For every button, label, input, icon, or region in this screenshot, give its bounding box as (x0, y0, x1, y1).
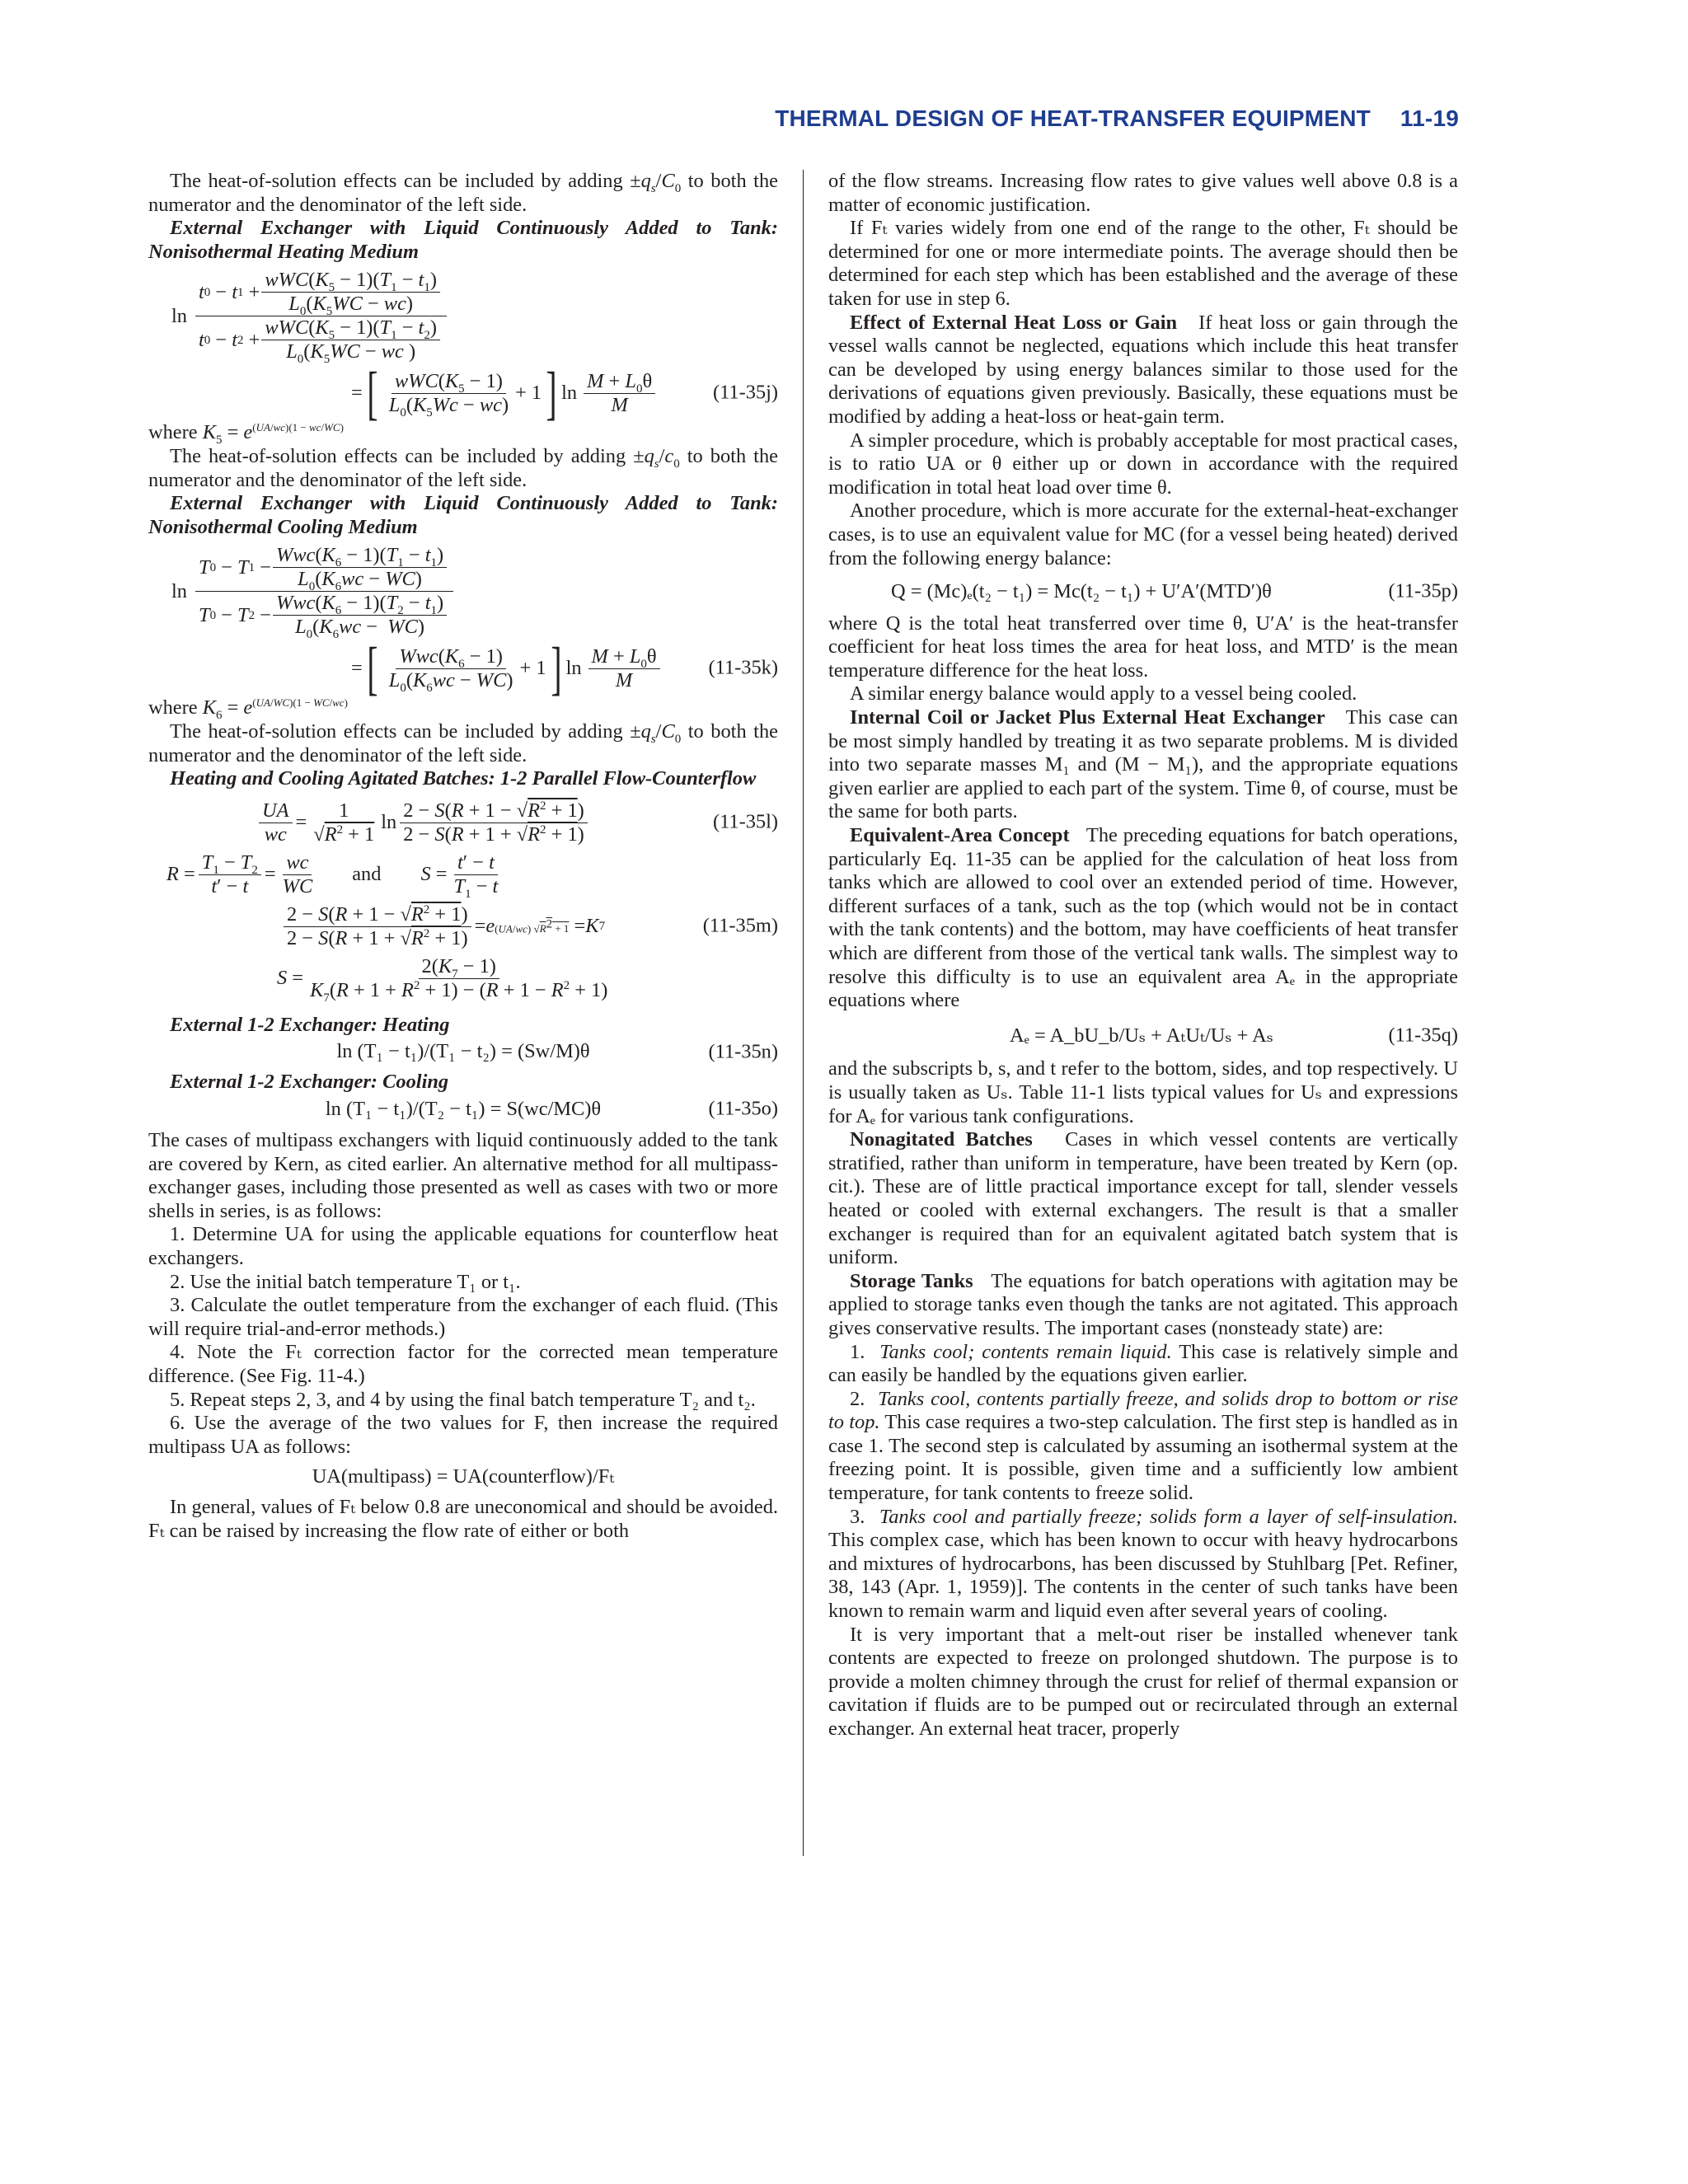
step-1: 1. Determine UA for using the applicable equations for counterflow heat exchangers. (148, 1223, 778, 1270)
equation-number: (11-35o) (708, 1097, 778, 1120)
equation-text: Aₑ = A_bU_b/Uₛ + AₜUₜ/Uₛ + Aₛ (1010, 1024, 1273, 1047)
paragraph-heat-of-solution-1: The heat-of-solution effects can be included by adding $\pm q_s/C_0$ to both the numerator and the denominator of the left side. (148, 170, 778, 216)
step-4: 4. Note the Fₜ correction factor for the corrected mean temperature difference. (See Fig. 11-4.) (148, 1341, 778, 1388)
paragraph-equivalent: Equivalent-Area Concept The preceding equations for batch operations, particularly Eq. 11-35 can be applied for the calculation of heat loss from tanks which are allowed to cool over an extended period of time. However, different surfaces of a tank, such as the top (which would not be in contact with the tank contents) and the bottom, may have coefficients of heat transfer which are different from those of the vertical tank walls. The simplest way to resolve this difficulty is to use an equivalent area Aₑ in the appropriate equations where (828, 824, 1458, 1012)
where-k6: where $K_6 = e^{(UA/WC)(1 - WC/wc)}$ (148, 696, 348, 723)
paragraph-another: Another procedure, which is more accurate for the external-heat-exchanger cases, is to use an equivalent value for MC (for a vessel being heated) derived from the following energy balance: (828, 499, 1458, 569)
equation-text: ln (T₁ − t₁)/(T₂ − t₁) = S(wc/MC)θ (325, 1097, 602, 1120)
step-2: 2. Use the initial batch temperature T₁ or t₁. (170, 1270, 521, 1293)
step-5: 5. Repeat steps 2, 3, and 4 by using the final batch temperature T₂ and t₂. (170, 1388, 756, 1411)
case-3: 3. Tanks cool and partially freeze; solids form a layer of self-insulation. This complex case, which has been known to occur with heavy hydrocarbons and mixtures of hydrocarbons, has been discussed by Stuhlbarg [Pet. Refiner, 38, 143 (Apr. 1, 1959)]. The contents in the center of such tanks have been known to remain warm and liquid even after several years of cooling. (828, 1505, 1458, 1623)
where-k5: where $K_5 = e^{(UA/wc)(1 - wc/WC)}$ (148, 421, 344, 448)
equation-number: (11-35m) (702, 914, 778, 937)
equation-text: ln (T₁ − t₁)/(T₁ − t₂) = (Sw/M)θ (336, 1040, 590, 1063)
equation-11-35m: $\frac{2 - S(R + 1 - √R^2 + 1)}{2 - S(R + 1 + √R^2 + 1)}$ = e (UA/wc) $√R^2 + 1$ = K 7 (11-35m) (280, 903, 778, 950)
run-in-heading: Internal Coil or Jacket Plus External Heat Exchanger (850, 706, 1325, 729)
equation-number: (11-35q) (1388, 1024, 1458, 1047)
heading-ext12-heating: External 1-2 Exchanger: Heating (170, 1013, 450, 1036)
equation-11-35p (891, 580, 1458, 604)
case-1: 1. Tanks cool; contents remain liquid. This case is relatively simple and can easily be handled by the equations given earlier. (828, 1340, 1458, 1387)
paragraph-simpler: A simpler procedure, which is probably acceptable for most practical cases, is to ratio UA or θ either up or down in accordance with the required modification in total heat load over time θ. (828, 429, 1458, 499)
heading-external-cooling: External Exchanger with Liquid Continuously Added to Tank: Nonisothermal Cooling Medium (148, 492, 778, 538)
right-column (828, 170, 1458, 1741)
equation-number: (11-35p) (1388, 580, 1458, 603)
equation-number: (11-35l) (712, 810, 778, 833)
paragraph-flow: of the flow streams. Increasing flow rates to give values well above 0.8 is a matter of economic justification. (828, 170, 1458, 216)
heading-external-heating: External Exchanger with Liquid Continuously Added to Tank: Nonisothermal Heating Medium (148, 217, 778, 263)
heading-ext12-cooling: External 1-2 Exchanger: Cooling (170, 1070, 449, 1093)
step-6: 6. Use the average of the two values for F, then increase the required multipass UA as follows: (148, 1412, 778, 1458)
run-in-heading: Equivalent-Area Concept (850, 824, 1070, 847)
equation-text: UA(multipass) = UA(counterflow)/Fₜ (312, 1465, 615, 1488)
equation-multipass (148, 1465, 778, 1489)
equation-number: (11-35k) (708, 657, 778, 680)
run-in-heading: Effect of External Heat Loss or Gain (850, 311, 1178, 334)
left-column (148, 170, 778, 1543)
equation-11-35l: $\frac{UA}{wc}$ = $\frac{1}{√R^2 + 1}$ ln $\frac{2 - S(R + 1 - √R^2 + 1)}{2 - S(R + 1 + √R^2 + 1)}$ (11-35l) (256, 799, 778, 846)
equation-11-35j: ln t 0 − t 1 + $\frac{wWC(K_5 - 1)(T_1 - t_1)}{L_0(K_5WC - wc)}$ t 0 − t 2 + $\frac{wWC(K_5 - 1)(T_1 - t_2)}{L_0(K_5WC - wc )}$ = [ $\frac{wWC(K_5 - 1)}{L_0(K_5Wc - wc)}$ + 1 ] ln $\frac{M + L_0\theta}{M}$ (11-35j) (171, 269, 778, 427)
paragraph-multipass: The cases of multipass exchangers with liquid continuously added to the tank are covered by Kern, as cited earlier. An alternative method for all multipass-exchanger gases, including those presented as well as cases with two or more shells in series, is as follows: (148, 1129, 778, 1222)
step-3: 3. Calculate the outlet temperature from the exchanger of each fluid. (This will require trial-and-error methods.) (148, 1294, 778, 1340)
equation-r-s-definition: R = $\frac{T_1 - T_2}{t' - t}$ = $\frac{wc}{WC}$ and S = $\frac{t' - t}{T_1 - t}$ (166, 851, 499, 901)
page-number: 11-19 (1400, 105, 1459, 131)
header-title: THERMAL DESIGN OF HEAT-TRANSFER EQUIPMENT (775, 105, 1371, 131)
equation-number: (11-35n) (708, 1040, 778, 1063)
equation-11-35n (148, 1040, 778, 1064)
paragraph-storage: Storage Tanks The equations for batch operations with agitation may be applied to storage tanks even though the tanks are not agitated. This approach gives conservative results. The important cases (nonsteady state) are: (828, 1269, 1458, 1339)
paragraph-nonagitated: Nonagitated Batches Cases in which vessel contents are vertically stratified, rather than uniform in temperature, have been treated by Kern (op. cit.). These are of little practical importance except for tall, slender vessels heated or cooled with external exchangers. The result is that a smaller exchanger is required than for an equivalent agitated batch system that is uniform. (828, 1128, 1459, 1269)
paragraph-similar: A similar energy balance would apply to a vessel being cooled. (850, 682, 1357, 705)
paragraph-riser: It is very important that a melt-out riser be installed whenever tank contents are expected to freeze on prolonged shutdown. The purpose is to provide a molten chimney through the crust for relief of thermal expansion or cavitation if fluids are to be pumped out or recirculated through an external exchanger. An external heat tracer, properly (828, 1623, 1458, 1740)
paragraph-heat-of-solution-3: The heat-of-solution effects can be included by adding $\pm q_s/C_0$ to both the numerator and the denominator of the left side. (148, 719, 778, 766)
equation-11-35o (148, 1098, 778, 1122)
equation-s-k7: S = $\frac{2(K_7 - 1)}{K_7(R + 1 + R^2 + 1) - (R + 1 - R^2 + 1)}$ (277, 954, 608, 1005)
equation-11-35q (1010, 1024, 1458, 1048)
equation-number: (11-35j) (712, 382, 778, 405)
running-header (0, 105, 1459, 138)
paragraph-effect: Effect of External Heat Loss or Gain If heat loss or gain through the vessel walls cannot be neglected, equations which include this heat transfer can be developed by using energy balances similar to those used for the derivations of equations given previously. Basically, these equations must be modified by adding a heat-loss or heat-gain term. (828, 311, 1458, 428)
paragraph-subscripts: and the subscripts b, s, and t refer to the bottom, sides, and top respectively. U is usually taken as Uₛ. Table 11-1 lists typical values for Uₛ and expressions for Aₑ for various tank configurations. (828, 1057, 1458, 1127)
run-in-heading: Storage Tanks (850, 1269, 973, 1292)
case-2: 2. Tanks cool, contents partially freeze, and solids drop to bottom or rise to top. This case requires a two-step calculation. The first step is handled as in case 1. The second step is calculated by assuming an isothermal system at the freezing point. It is possible, given time and a sufficiently low ambient temperature, for tank contents to freeze solid. (828, 1387, 1458, 1505)
column-divider (803, 170, 804, 1856)
paragraph-where-q: where Q is the total heat transferred over time θ, U′A′ is the heat-transfer coefficient for heat loss times the area for heat loss, and MTD′ is the mean temperature difference for the heat loss. (828, 612, 1458, 682)
equation-text: Q = (Mc)ₑ(t₂ − t₁) = Mc(t₂ − t₁) + U′A′(MTD′)θ (891, 580, 1272, 603)
equation-11-35k: ln T 0 − T 1 − $\frac{Wwc(K_6 - 1)(T_1 - t_1)}{L_0(K_6wc - WC)}$ T 0 − T 2 − $\frac{Wwc(K_6 - 1)(T_2 - t_1)}{L_0(K_6wc - WC)}$ = [ $\frac{Wwc(K_6 - 1)}{L_0(K_6wc - WC)}$ + 1 ] ln $\frac{M + L_0\theta}{M}$ (11-35k) (171, 544, 778, 702)
run-in-heading: Nonagitated Batches (850, 1128, 1033, 1151)
paragraph-heat-of-solution-2: The heat-of-solution effects can be included by adding $\pm q_s/c_0$ to both the numerator and the denominator of the left side. (148, 444, 778, 491)
heading-agitated-batches: Heating and Cooling Agitated Batches: 1-2 Parallel Flow-Counterflow (170, 767, 757, 790)
paragraph-general: In general, values of Fₜ below 0.8 are uneconomical and should be avoided. Fₜ can be raised by increasing the flow rate of either or both (148, 1496, 778, 1542)
paragraph-internal: Internal Coil or Jacket Plus External Heat Exchanger This case can be most simply handled by treating it as two separate problems. M is divided into two separate masses M₁ and (M − M₁), and the appropriate equations given earlier are applied to each part of the system. Time θ, of course, must be the same for both parts. (828, 706, 1458, 823)
paragraph-ft: If Fₜ varies widely from one end of the range to the other, Fₜ should be determined for one or more intermediate points. The average should then be determined for each step which has been established and the average of these taken for use in step 6. (828, 217, 1458, 310)
